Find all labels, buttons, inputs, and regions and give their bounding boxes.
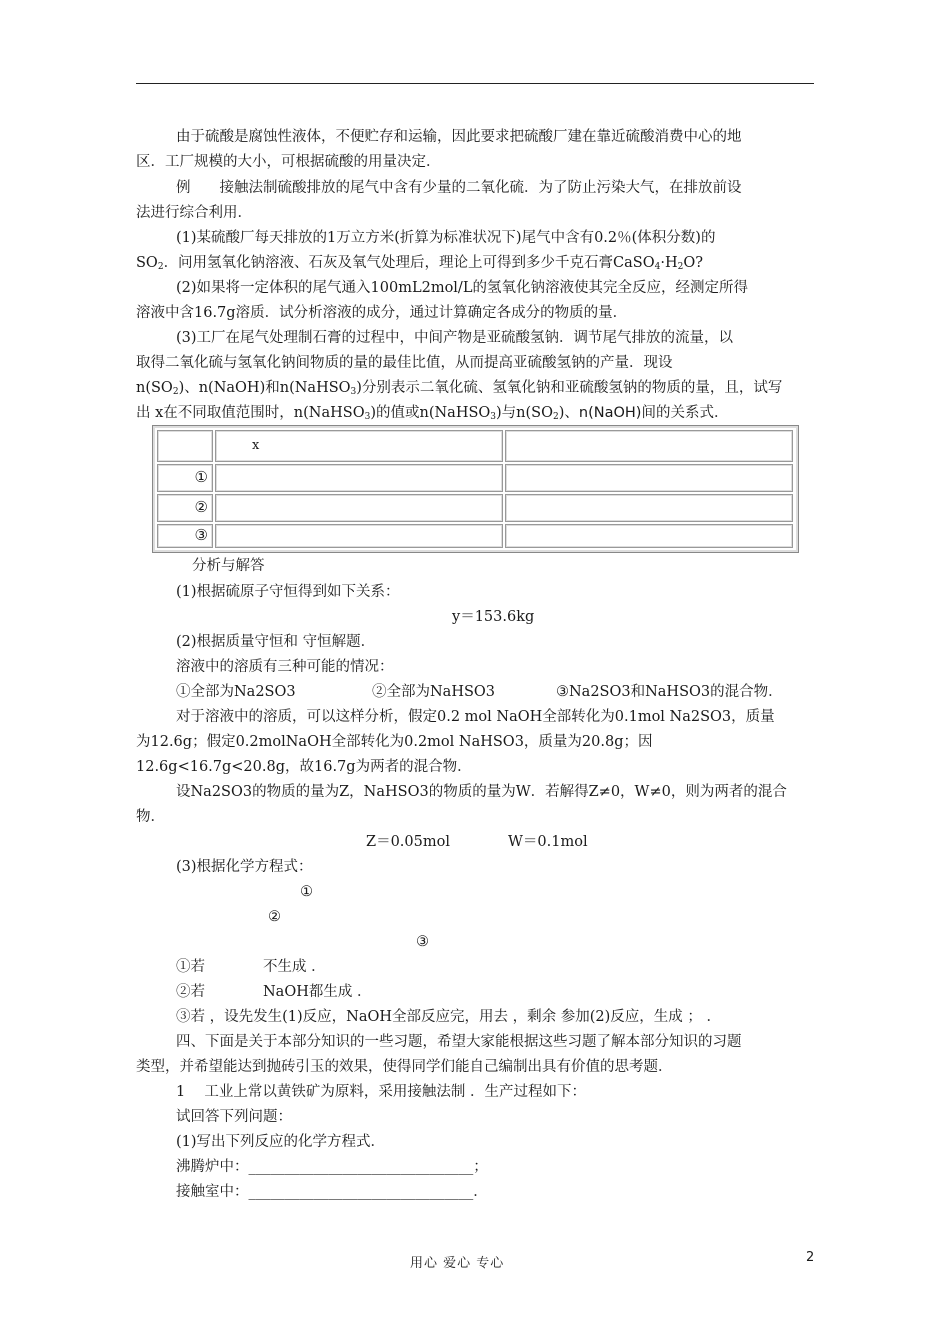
table-row-label: ③ xyxy=(157,524,213,548)
table-cell xyxy=(505,494,793,522)
case-1: ①全部为Na2SO3 xyxy=(176,684,296,700)
example-line: 例 接触法制硫酸排放的尾气中含有少量的二氧化硫．为了防止污染大气，在排放前设 xyxy=(176,180,742,196)
analysis-line: (3)根据化学方程式： xyxy=(176,859,313,875)
paragraph-line: 法进行综合利用． xyxy=(136,205,252,221)
table-header-x: x xyxy=(215,430,503,462)
question-2-line: (2)如果将一定体积的尾气通入100mL2mol/L的氢氧化钠溶液使其完全反应，经测定所得 xyxy=(176,280,748,296)
analysis-line: 溶液中的溶质有三种可能的情况： xyxy=(176,659,394,675)
question-3-line-4: 出 x在不同取值范围时，n(NaHSO$_3$)的值或n(NaHSO$_3$)与$n(SO_2)$、n(NaOH)间的关系式． xyxy=(136,405,729,422)
result-z: Z＝0.05mol xyxy=(366,834,450,850)
analysis-line: (2)根据质量守恒和 守恒解题． xyxy=(176,634,376,650)
blank-contact-chamber: 接触室中：_______________________________． xyxy=(176,1184,488,1200)
equation-1: ① xyxy=(300,884,313,900)
question-1-line-2: $SO_2$．问用氢氧化钠溶液、石灰及氧气处理后，理论上可得到多少千克石膏$CaSO_4\cdot H_2O$? xyxy=(136,255,704,272)
paragraph-line: 由于硫酸是腐蚀性液体，不便贮存和运输，因此要求把硫酸厂建在靠近硫酸消费中心的地 xyxy=(176,129,742,145)
section4-line: 类型，并希望能达到抛砖引玉的效果，使得同学们能自己编制出具有价值的思考题． xyxy=(136,1059,673,1075)
equation-2: ② xyxy=(268,909,281,925)
header-rule xyxy=(136,83,814,84)
table-row-label: ① xyxy=(157,464,213,492)
question-3-line: (3)工厂在尾气处理制石膏的过程中，中间产物是亚硫酸氢钠．调节尾气排放的流量，以 xyxy=(176,330,734,346)
analysis-line: 对于溶液中的溶质，可以这样分析，假定0.2 mol NaOH全部转化为0.1mol Na2SO3，质量 xyxy=(176,709,775,725)
table-cell xyxy=(505,430,793,462)
condition-2: ②若 NaOH都生成 ． xyxy=(176,984,372,1000)
case-2: ②全部为NaHSO3 xyxy=(372,684,496,700)
analysis-line: 为12.6g；假定0.2molNaOH全部转化为0.2mol NaHSO3，质量为20.8g；因 xyxy=(136,734,653,750)
table-row-label: ② xyxy=(157,494,213,522)
table-cell xyxy=(157,430,213,462)
analysis-line: 物． xyxy=(136,809,165,825)
table-cell xyxy=(215,494,503,522)
analysis-line: 设Na2SO3的物质的量为Z，NaHSO3的物质的量为W．若解得Z≠0，W≠0，则为两者的混合 xyxy=(176,784,787,800)
section4-line: 四、下面是关于本部分知识的一些习题，希望大家能根据这些习题了解本部分知识的习题 xyxy=(176,1034,742,1050)
exercise-line: (1)写出下列反应的化学方程式． xyxy=(176,1134,386,1150)
table-cell xyxy=(215,524,503,548)
table-cell xyxy=(215,464,503,492)
question-2-line-2: 溶液中含16.7g溶质．试分析溶液的成分，通过计算确定各成分的物质的量． xyxy=(136,305,628,321)
footer-motto: 用心 爱心 专心 xyxy=(410,1256,505,1271)
blank-boiling-furnace: 沸腾炉中：_______________________________； xyxy=(176,1159,488,1175)
table-cell xyxy=(505,524,793,548)
analysis-line: (1)根据硫原子守恒得到如下关系： xyxy=(176,584,400,600)
exercise-1: 1 工业上常以黄铁矿为原料，采用接触法制 ．生产过程如下： xyxy=(176,1084,586,1100)
question-3-line-2: 取得二氧化硫与氢氧化钠间物质的量的最佳比值，从而提高亚硫酸氢钠的产量．现设 xyxy=(136,355,673,371)
paragraph-line: 区．工厂规模的大小，可根据硫酸的用量决定． xyxy=(136,154,441,170)
table-cell xyxy=(505,464,793,492)
analysis-line: 12.6g<16.7g<20.8g，故16.7g为两者的混合物． xyxy=(136,759,472,775)
page-number: 2 xyxy=(806,1250,815,1265)
answer-table xyxy=(152,425,799,553)
question-3-line-3: $n(SO_2)$、n(NaOH)和n(NaHSO$_3$)分别表示二氧化硫、氢氧化钠和亚硫酸氢钠的物质的量，且，试写 xyxy=(136,380,783,397)
exercise-line: 试回答下列问题： xyxy=(176,1109,292,1125)
result-w: W＝0.1mol xyxy=(508,834,588,850)
condition-3: ③若 ，设先发生(1)反应，NaOH全部反应完，用去 ，剩余 参加(2)反应，生成 ； ． xyxy=(176,1009,721,1025)
condition-1: ①若 不生成 ． xyxy=(176,959,326,975)
equation-3: ③ xyxy=(416,934,429,950)
question-1-line: (1)某硫酸厂每天排放的1万立方米(折算为标准状况下)尾气中含有0.2％(体积分数)的 xyxy=(176,230,716,246)
analysis-result: y＝153.6kg xyxy=(452,609,535,625)
analysis-title: 分析与解答 xyxy=(192,558,265,574)
case-3: ③Na2SO3和NaHSO3的混合物． xyxy=(556,684,783,700)
